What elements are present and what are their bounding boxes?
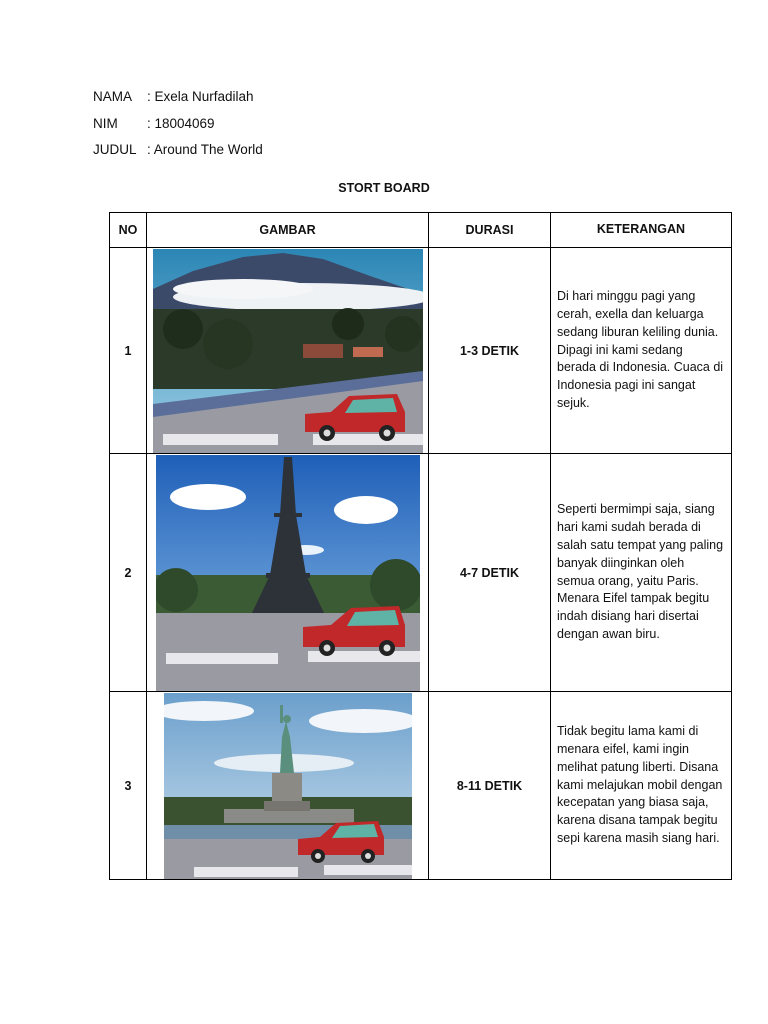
row-number: 2 — [110, 454, 147, 692]
duration-cell: 8-11 DETIK — [429, 692, 551, 880]
meta-judul — [93, 142, 263, 158]
table-row — [110, 454, 732, 692]
eiffel-tower-image — [156, 455, 420, 691]
description-text: Seperti bermimpi saja, siang hari kami sudah berada di salah satu tempat yang paling banyak diinginkan oleh semua orang, yaitu Paris. Menara Eifel tampak begitu indah disiang hari disertai dengan awan biru. — [557, 502, 724, 641]
col-durasi-header: DURASI — [429, 213, 551, 248]
description-text: Di hari minggu pagi yang cerah, exella dan keluarga sedang liburan keliling dunia. Dipagi ini kami sedang berada di Indonesia. Cuaca di Indonesia pagi ini sangat sejuk. — [557, 289, 724, 410]
storyboard-table — [109, 212, 732, 880]
statue-of-liberty-image — [164, 693, 412, 879]
col-keterangan-header: KETERANGAN — [551, 213, 732, 248]
judul-label: JUDUL — [93, 142, 137, 157]
col-no-header: NO — [110, 213, 147, 248]
duration-cell: 4-7 DETIK — [429, 454, 551, 692]
table-row — [110, 692, 732, 880]
description-cell — [551, 248, 732, 454]
scene-image-cell — [147, 692, 429, 880]
judul-value: : Around The World — [147, 142, 263, 157]
table-header-row — [110, 213, 732, 248]
document-title: STORT BOARD — [338, 181, 430, 195]
meta-nama — [93, 89, 254, 105]
description-text: Tidak begitu lama kami di menara eifel, kami ingin melihat patung liberti. Disana kami melajukan mobil dengan kecepatan yang biasa saja, karena disana tampak begitu sepi karena masih siang hari. — [557, 724, 723, 845]
scene-image-cell — [147, 454, 429, 692]
row-number: 1 — [110, 248, 147, 454]
scene-image-cell — [147, 248, 429, 454]
row-number: 3 — [110, 692, 147, 880]
nim-value: : 18004069 — [147, 116, 215, 131]
meta-nim — [93, 116, 215, 132]
col-gambar-header: GAMBAR — [147, 213, 429, 248]
nama-label: NAMA — [93, 89, 133, 104]
nama-value: : Exela Nurfadilah — [147, 89, 254, 104]
mountain-road-image — [153, 249, 423, 453]
table-row — [110, 248, 732, 454]
duration-cell: 1-3 DETIK — [429, 248, 551, 454]
nim-label: NIM — [93, 116, 118, 131]
description-cell — [551, 454, 732, 692]
description-cell — [551, 692, 732, 880]
